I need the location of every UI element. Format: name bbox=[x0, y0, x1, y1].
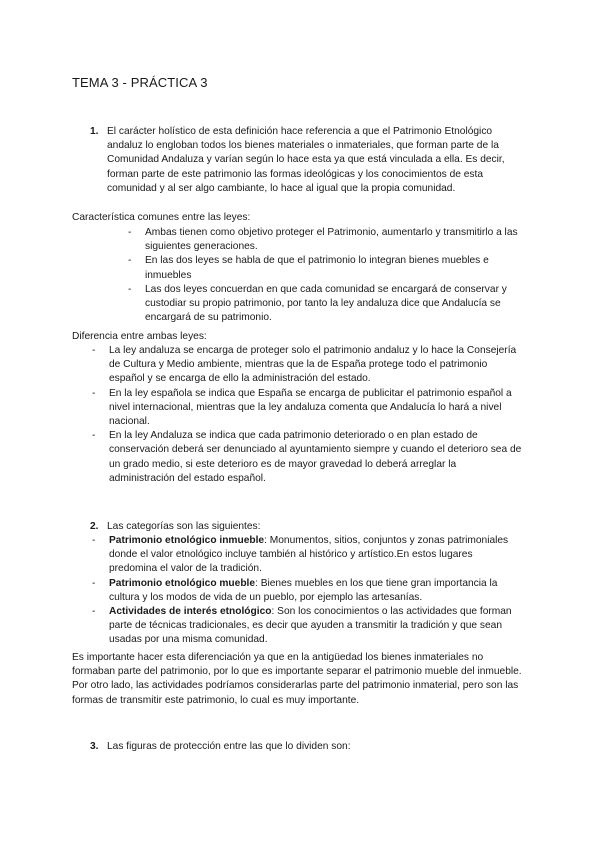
list-item bbox=[92, 605, 522, 648]
dash-marker: - bbox=[92, 430, 96, 442]
common-item-1: Ambas tienen como objetivo proteger el Patrimonio, aumentarlo y transmitirlo a las siguientes generaciones. bbox=[145, 227, 518, 253]
question-2 bbox=[90, 520, 510, 534]
list-item bbox=[92, 387, 522, 430]
diff-item-1: La ley andaluza se encarga de proteger solo el patrimonio andaluz y lo hace la Consejería de Cultura y Medio ambiente, mientras que la de España protege todo el patrimonio español y se encarga de ello la administración del estado. bbox=[109, 345, 517, 385]
question-3 bbox=[90, 740, 510, 754]
list-item bbox=[128, 283, 528, 326]
category-desc: : Bienes muebles en los que tiene gran importancia la cultura y los modos de vida de un pueblo, por ejemplo las artesanías. bbox=[109, 577, 498, 603]
list-item bbox=[128, 226, 528, 254]
question-1 bbox=[90, 125, 510, 196]
page-title: TEMA 3 - PRÁCTICA 3 bbox=[72, 75, 208, 90]
list-item bbox=[92, 429, 522, 486]
question-2-number: 2. bbox=[90, 521, 99, 532]
question-1-text: El carácter holístico de esta definición hace referencia a que el Patrimonio Etnológico andaluz lo engloban todos los bienes materiales o inmateriales, que forman parte de la Comunidad Andaluza y varían según lo hace esta ya que está vinculada a ella. Es decir, forman parte de este patrimonio las formas ideológicas y los conocimientos de esta comunidad y al ser algo cambiante, lo hace al igual que la propia comunidad. bbox=[107, 126, 505, 194]
category-item-2 bbox=[109, 577, 522, 605]
category-item-3 bbox=[109, 605, 522, 648]
diff-heading: Diferencia entre ambas leyes: bbox=[72, 331, 207, 342]
list-item bbox=[128, 254, 528, 282]
dash-marker: - bbox=[128, 283, 132, 295]
question-2-intro: Las categorías son las siguientes: bbox=[107, 521, 261, 532]
dash-marker: - bbox=[128, 227, 132, 238]
question-2-closing: Es importante hacer esta diferenciación ya que en la antigüedad los bienes inmateriales no formaban parte del patrimonio, por lo que es importante separar el patrimonio mueble del inmueble. Por otro lado, las actividades podríamos considerarlas parte del patrimonio inmaterial, pero son las formas de transmitir este patrimonio, lo cual es muy importante. bbox=[72, 652, 522, 706]
category-term: Patrimonio etnológico inmueble bbox=[109, 535, 265, 546]
common-item-3: Las dos leyes concuerdan en que cada comunidad se encargará de conservar y custodiar su propio patrimonio, por tanto la ley andaluza dice que Andalucía se encargará de su patrimonio. bbox=[145, 283, 507, 324]
dash-marker: - bbox=[92, 535, 96, 546]
dash-marker: - bbox=[92, 345, 96, 356]
diff-item-2: En la ley española se indica que España se encarga de publicitar el patrimonio español a nivel internacional, mientras que la ley andaluza comenta que Andalucía lo hará a nivel nacional. bbox=[109, 387, 512, 428]
category-item-1 bbox=[109, 534, 522, 577]
question-1-number: 1. bbox=[90, 126, 99, 137]
list-item bbox=[92, 577, 522, 605]
question-3-text: Las figuras de protección entre las que lo dividen son: bbox=[107, 741, 351, 752]
dash-marker: - bbox=[92, 387, 96, 399]
common-heading: Característica comunes entre las leyes: bbox=[72, 212, 251, 223]
category-list bbox=[92, 534, 522, 648]
category-term: Patrimonio etnológico mueble bbox=[109, 577, 256, 589]
category-desc: : Son los conocimientos o las actividades que forman parte de técnicas tradicionales, es decir que ayuden a transmitir la tradición y que sean usadas por una misma comunidad. bbox=[109, 606, 512, 646]
dash-marker: - bbox=[92, 606, 96, 618]
dash-marker: - bbox=[92, 577, 96, 589]
list-item bbox=[92, 534, 522, 577]
category-desc: : Monumentos, sitios, conjuntos y zonas patrimoniales donde el valor etnológico incluye también al histórico y artístico.En estos lugares predomina el valor de la tradición. bbox=[109, 535, 509, 575]
diff-list bbox=[92, 344, 522, 486]
diff-item-3: En la ley Andaluza se indica que cada patrimonio deteriorado o en plan estado de conservación deberá ser denunciado al ayuntamiento siempre y cuando el deterioro sea de un grado medio, si este deterioro es de mayor gravedad lo deberá arreglar la administración del estado español. bbox=[109, 430, 522, 484]
list-item bbox=[92, 344, 522, 387]
common-list bbox=[128, 226, 528, 325]
category-term: Actividades de interés etnológico bbox=[109, 606, 272, 618]
dash-marker: - bbox=[128, 255, 132, 267]
question-3-number: 3. bbox=[90, 741, 99, 752]
common-item-2: En las dos leyes se habla de que el patrimonio lo integran bienes muebles e inmuebles bbox=[145, 255, 489, 281]
